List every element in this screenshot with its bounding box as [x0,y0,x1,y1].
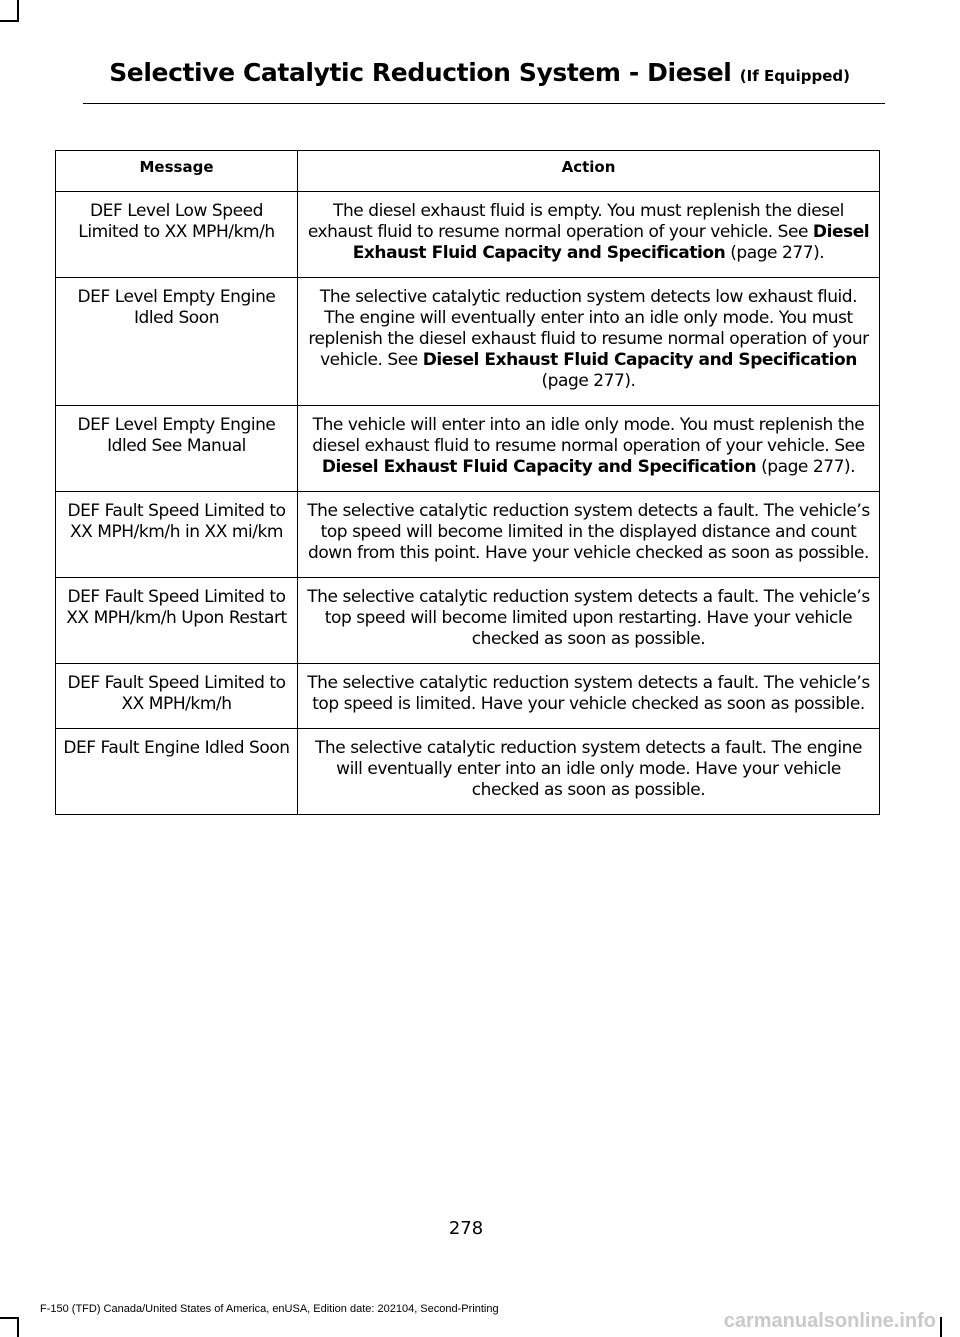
crop-mark-bottom-right [940,1317,942,1337]
message-cell: DEF Fault Speed Limited to XX MPH/km/h Upon Restart [56,578,298,664]
action-cell: The selective catalytic reduction system detects a fault. The engine will eventually enter into an idle only mode. Have your vehicle checked as soon as possible. [298,729,880,815]
table-row [56,729,880,815]
table-row [56,406,880,492]
action-cell [298,278,880,406]
message-cell: DEF Fault Engine Idled Soon [56,729,298,815]
cross-reference-link[interactable]: Diesel Exhaust Fluid Capacity and Specification [352,222,870,263]
table-row [56,492,880,578]
action-text: The vehicle will enter into an idle only mode. You must replenish the diesel exhaust fluid to resume normal operation of your vehicle. See [312,415,865,456]
page-title [109,58,850,87]
crop-mark-bottom-left-h [0,1317,19,1319]
table-row [56,578,880,664]
table-row [56,278,880,406]
action-text: The diesel exhaust fluid is empty. You must replenish the diesel exhaust fluid to resume normal operation of your vehicle. See [307,201,844,242]
message-cell: DEF Level Low Speed Limited to XX MPH/km/h [56,192,298,278]
watermark: carmanualsonline.info [723,1310,936,1332]
cross-reference-link[interactable]: Diesel Exhaust Fluid Capacity and Specification [422,350,857,370]
page-title-text: Selective Catalytic Reduction System - Diesel [109,58,732,87]
message-table [55,150,880,815]
cross-reference-link[interactable]: Diesel Exhaust Fluid Capacity and Specification [321,457,757,477]
action-cell [298,192,880,278]
cross-reference-page: (page 277). [756,457,856,477]
page-number: 278 [448,1218,484,1239]
page-title-suffix: (If Equipped) [739,67,850,85]
cross-reference-page: (page 277). [725,243,825,263]
message-cell: DEF Level Empty Engine Idled See Manual [56,406,298,492]
table-row [56,192,880,278]
message-cell: DEF Level Empty Engine Idled Soon [56,278,298,406]
cross-reference-page: (page 277). [541,371,636,391]
crop-mark-top-left-h [0,20,19,22]
message-cell: DEF Fault Speed Limited to XX MPH/km/h in XX mi/km [56,492,298,578]
column-header-message: Message [56,151,298,192]
crop-mark-top-left [17,0,19,22]
action-cell: The selective catalytic reduction system detects a fault. The vehicle’s top speed will become limited upon restarting. Have your vehicle checked as soon as possible. [298,578,880,664]
crop-mark-bottom-left [17,1317,19,1337]
action-text: The selective catalytic reduction system detects low exhaust fluid. The engine will eventually enter into an idle only mode. You must replenish the diesel exhaust fluid to resume normal operation of your vehicle. See [308,287,869,370]
table-header-row [56,151,880,192]
edition-footer: F-150 (TFD) Canada/United States of America, enUSA, Edition date: 202104, Second-Printing [40,1303,499,1315]
message-cell: DEF Fault Speed Limited to XX MPH/km/h [56,664,298,729]
action-cell: The selective catalytic reduction system detects a fault. The vehicle’s top speed is limited. Have your vehicle checked as soon as possible. [298,664,880,729]
action-cell: The selective catalytic reduction system detects a fault. The vehicle’s top speed will become limited in the displayed distance and count down from this point. Have your vehicle checked as soon as possible. [298,492,880,578]
header-divider [83,103,885,104]
table-row [56,664,880,729]
action-cell [298,406,880,492]
column-header-action: Action [298,151,880,192]
